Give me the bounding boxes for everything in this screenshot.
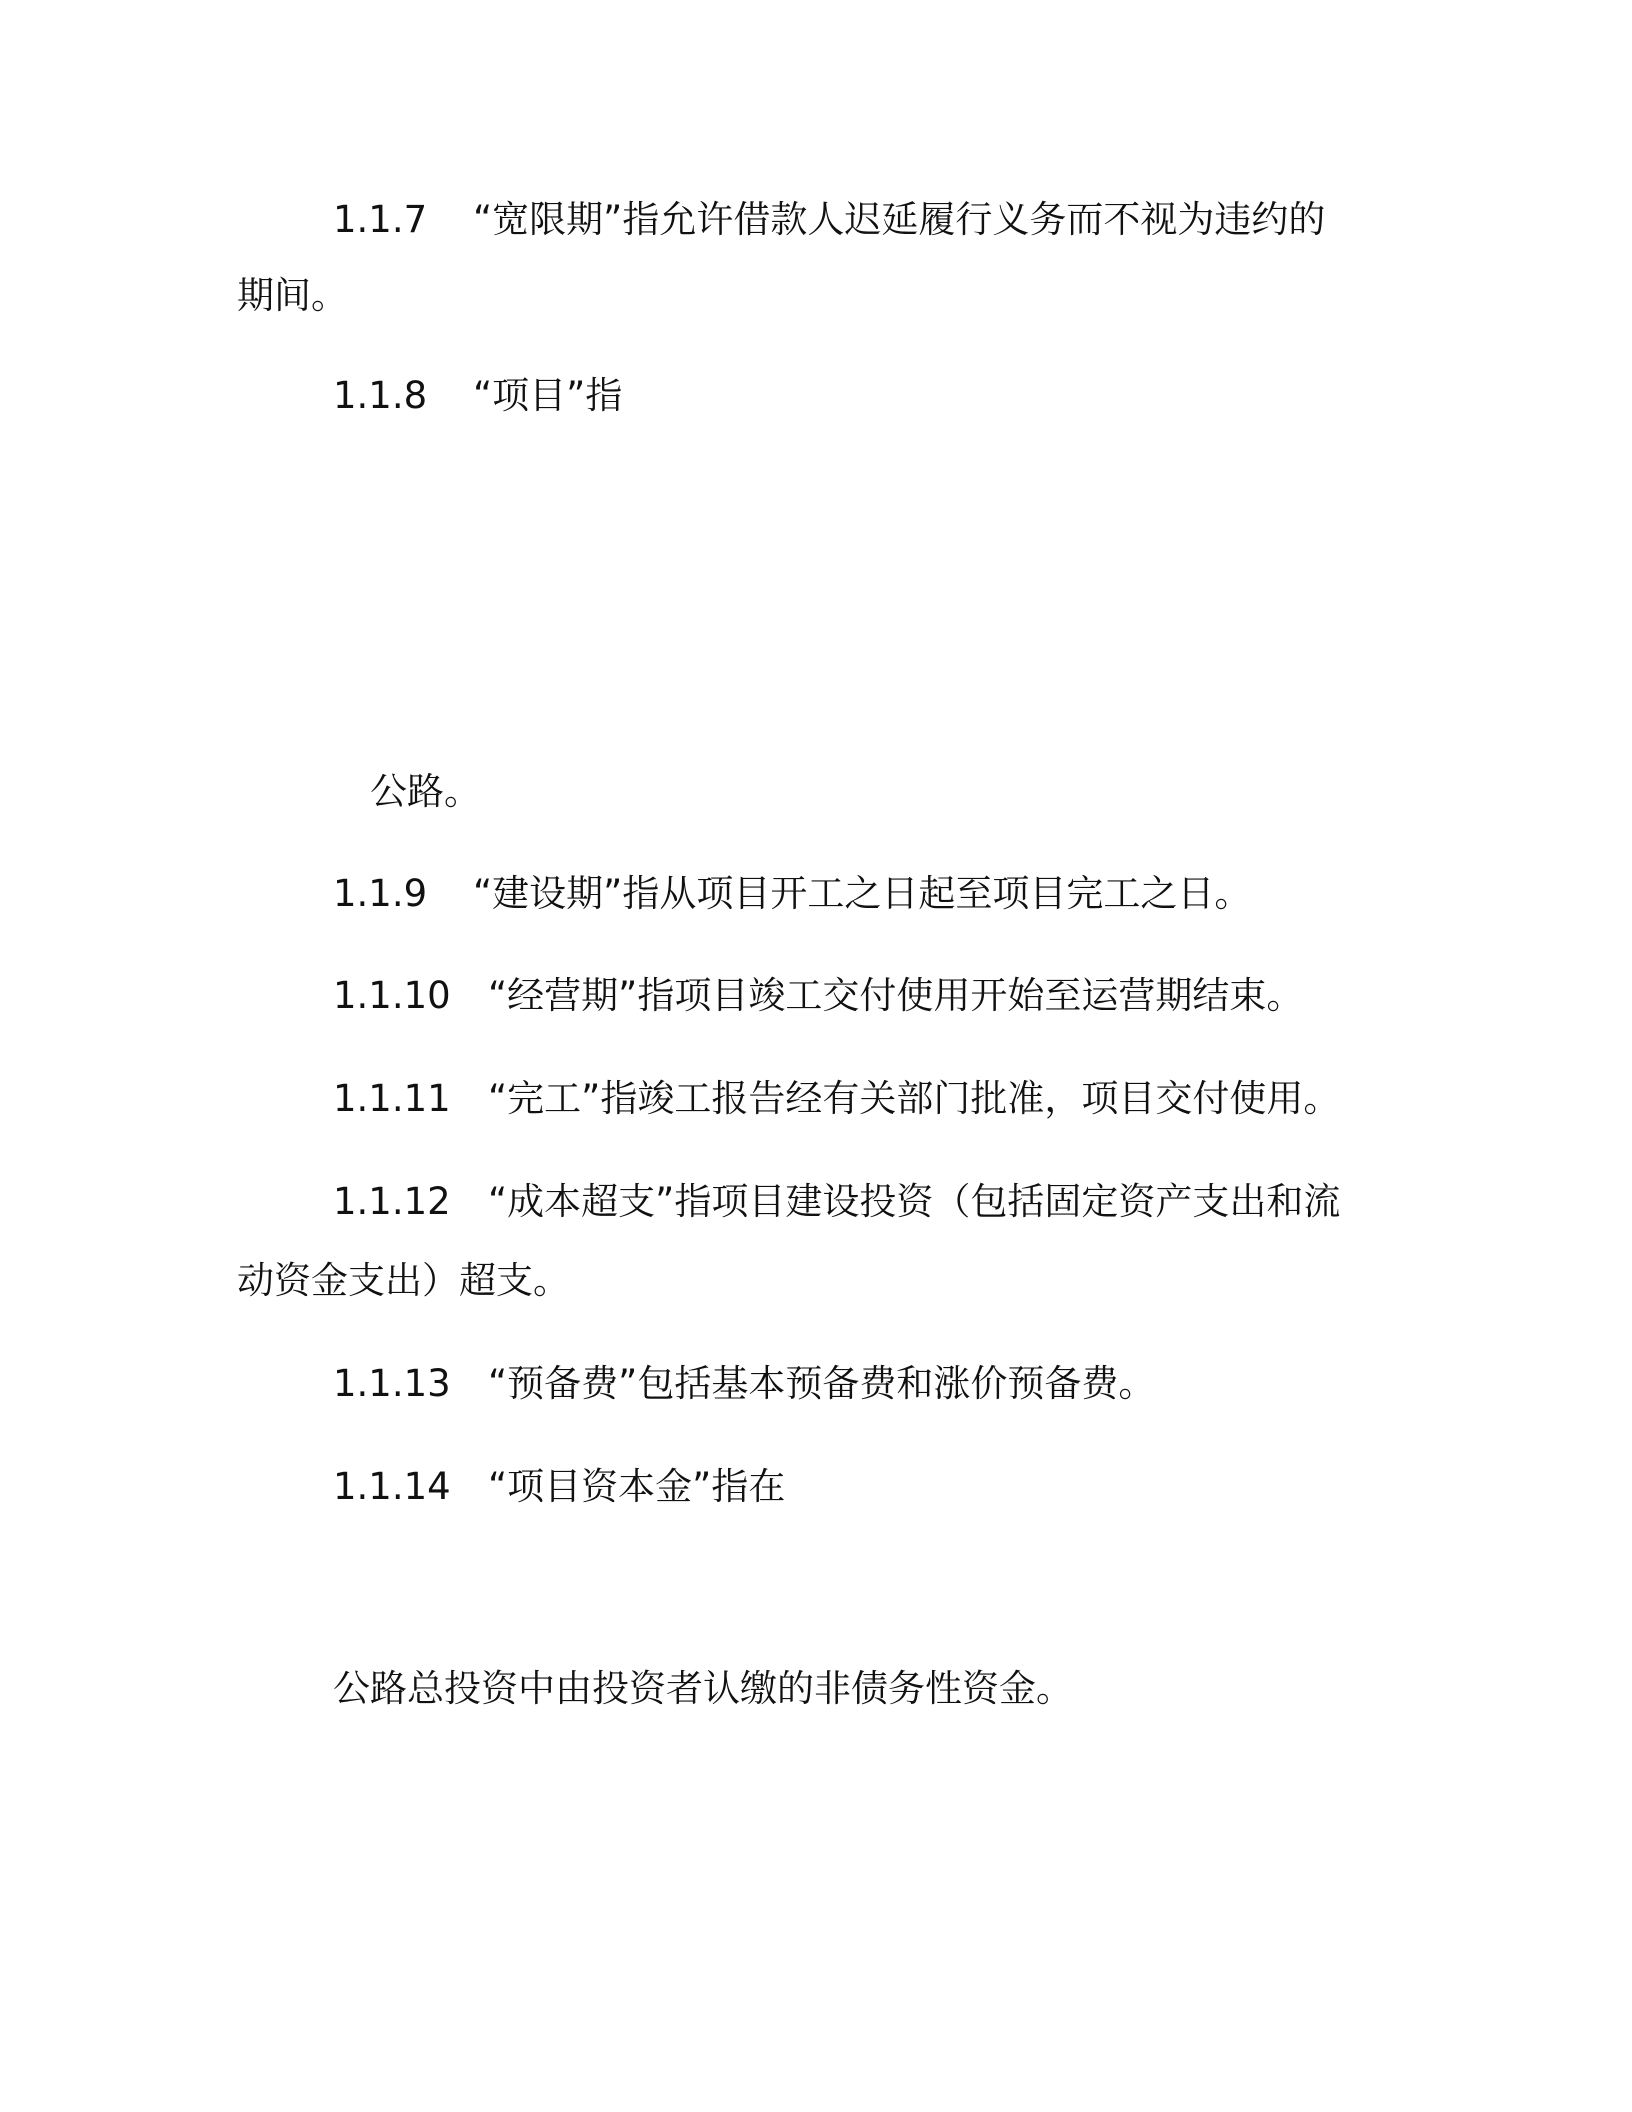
clause-text: “经营期”指项目竣工交付使用开始至运营期结束。 [488, 974, 1304, 1017]
clause-text: “建设期”指从项目开工之日起至项目完工之日。 [473, 872, 1252, 915]
clause-text: 动资金支出）超支。 [237, 1259, 570, 1302]
clause-1-1-8 [333, 372, 622, 420]
clause-1-1-7 [333, 196, 1325, 244]
clause-number: 1.1.8 [333, 374, 428, 417]
clause-text: 公路总投资中由投资者认缴的非债务性资金。 [333, 1667, 1073, 1710]
clause-number: 1.1.7 [333, 198, 428, 241]
clause-1-1-12-continuation [237, 1257, 570, 1305]
clause-number: 1.1.13 [333, 1362, 451, 1405]
clause-text: 期间。 [237, 274, 348, 317]
clause-number: 1.1.10 [333, 974, 451, 1017]
clause-1-1-7-continuation [237, 272, 348, 320]
clause-text: “项目”指 [473, 374, 623, 417]
clause-1-1-9 [333, 870, 1251, 918]
clause-number: 1.1.14 [333, 1465, 451, 1508]
clause-1-1-14-continuation [333, 1665, 1073, 1713]
clause-text: “预备费”包括基本预备费和涨价预备费。 [488, 1362, 1156, 1405]
clause-text: “宽限期”指允许借款人迟延履行义务而不视为违约的 [473, 198, 1326, 241]
clause-1-1-12 [333, 1178, 1340, 1226]
clause-number: 1.1.9 [333, 872, 428, 915]
clause-text: “项目资本金”指在 [488, 1465, 786, 1508]
clause-number: 1.1.12 [333, 1180, 451, 1223]
clause-text: “完工”指竣工报告经有关部门批准，项目交付使用。 [488, 1077, 1341, 1120]
clause-1-1-13 [333, 1360, 1155, 1408]
clause-1-1-8-continuation [370, 768, 481, 816]
clause-1-1-11 [333, 1075, 1340, 1123]
clause-text: 公路。 [370, 770, 481, 813]
clause-text: “成本超支”指项目建设投资（包括固定资产支出和流 [488, 1180, 1341, 1223]
clause-1-1-10 [333, 972, 1303, 1020]
clause-1-1-14 [333, 1463, 785, 1511]
clause-number: 1.1.11 [333, 1077, 451, 1120]
